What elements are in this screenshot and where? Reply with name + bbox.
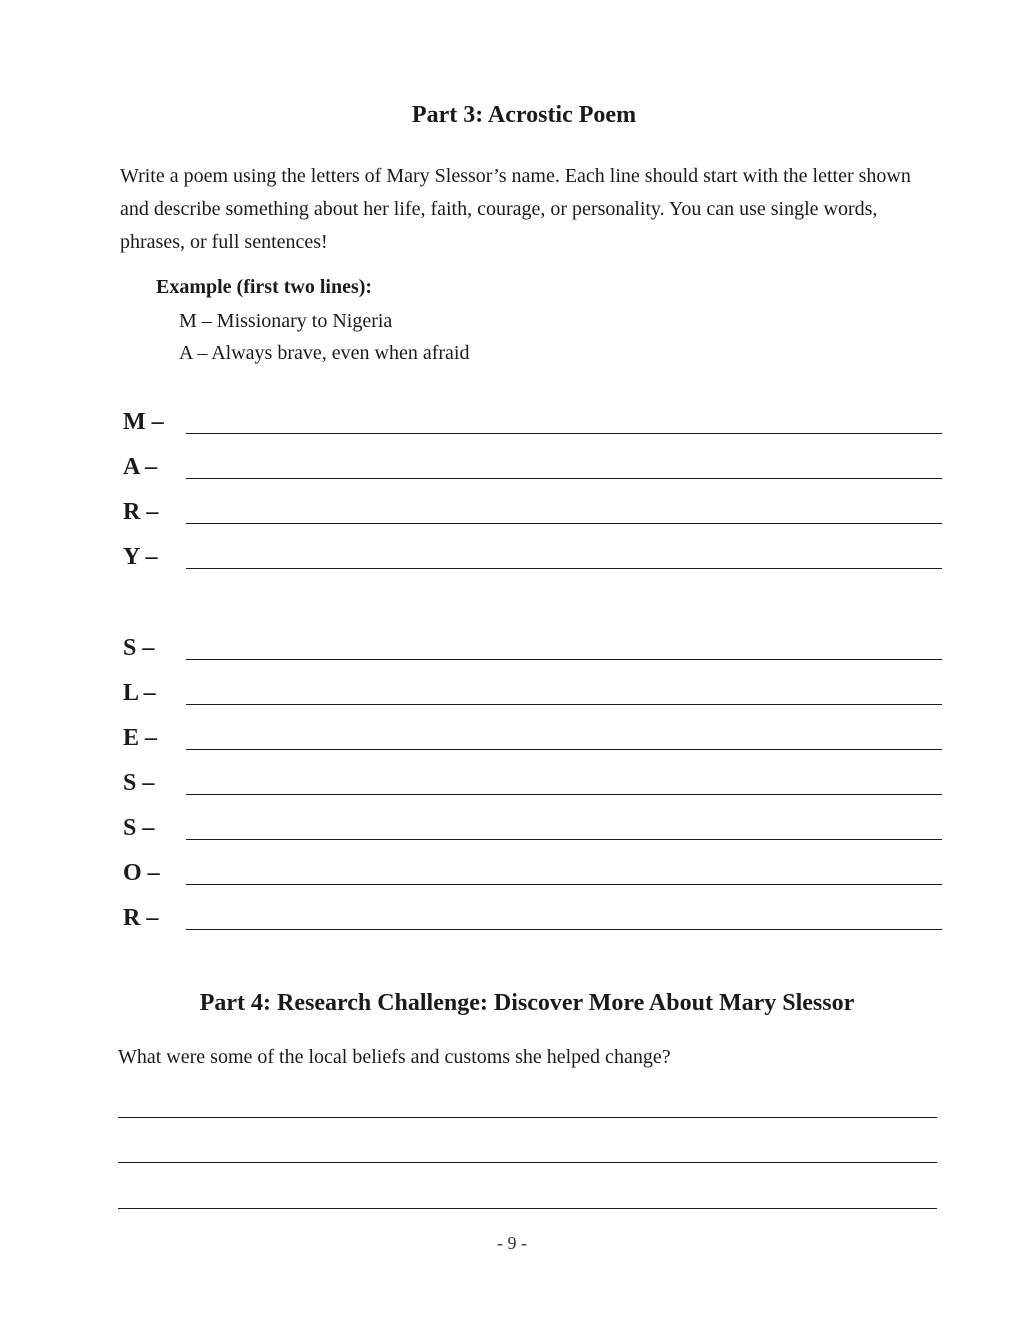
poem-row-m xyxy=(0,408,1024,448)
poem-row-s2 xyxy=(0,769,1024,809)
poem-letter-label: S – xyxy=(123,635,155,661)
poem-row-e xyxy=(0,724,1024,764)
poem-writing-line[interactable] xyxy=(186,478,942,479)
poem-letter-label: E – xyxy=(123,725,158,751)
poem-letter-label: S – xyxy=(123,815,155,841)
poem-writing-line[interactable] xyxy=(186,523,942,524)
poem-letter-label: R – xyxy=(123,905,159,931)
poem-instructions: Write a poem using the letters of Mary Slessor’s name. Each line should start with the letter shown and describe something about her life, faith, courage, or personality. You can use single words, phrases, or full sentences! xyxy=(120,165,911,253)
poem-writing-line[interactable] xyxy=(186,839,942,840)
poem-letter-label: L – xyxy=(123,680,156,706)
poem-row-r2 xyxy=(0,904,1024,944)
poem-row-s3 xyxy=(0,814,1024,854)
part4-title: Part 4: Research Challenge: Discover More About Mary Slessor xyxy=(199,990,855,1016)
part3-title: Part 3: Acrostic Poem xyxy=(411,102,637,128)
poem-letter-label: O – xyxy=(123,860,160,886)
example-line: A – Always brave, even when afraid xyxy=(179,342,470,364)
answer-writing-line[interactable] xyxy=(118,1162,937,1163)
poem-letter-label: M – xyxy=(123,409,164,435)
poem-writing-line[interactable] xyxy=(186,433,942,434)
poem-row-s xyxy=(0,634,1024,674)
poem-writing-line[interactable] xyxy=(186,794,942,795)
poem-writing-line[interactable] xyxy=(186,884,942,885)
poem-letter-label: S – xyxy=(123,770,155,796)
poem-letter-label: R – xyxy=(123,499,159,525)
poem-letter-label: A – xyxy=(123,454,158,480)
poem-writing-line[interactable] xyxy=(186,704,942,705)
page-number: - 9 - xyxy=(497,1233,527,1253)
example-heading: Example (first two lines): xyxy=(156,276,373,298)
answer-writing-line[interactable] xyxy=(118,1117,937,1118)
poem-row-y xyxy=(0,543,1024,583)
poem-row-o xyxy=(0,859,1024,899)
poem-writing-line[interactable] xyxy=(186,749,942,750)
answer-writing-line[interactable] xyxy=(118,1208,937,1209)
poem-writing-line[interactable] xyxy=(186,568,942,569)
research-question: What were some of the local beliefs and customs she helped change? xyxy=(118,1046,671,1068)
poem-row-a xyxy=(0,453,1024,493)
example-line: M – Missionary to Nigeria xyxy=(179,310,393,332)
poem-row-l xyxy=(0,679,1024,719)
poem-writing-line[interactable] xyxy=(186,659,942,660)
poem-letter-label: Y – xyxy=(123,544,158,570)
poem-writing-line[interactable] xyxy=(186,929,942,930)
poem-row-r xyxy=(0,498,1024,538)
